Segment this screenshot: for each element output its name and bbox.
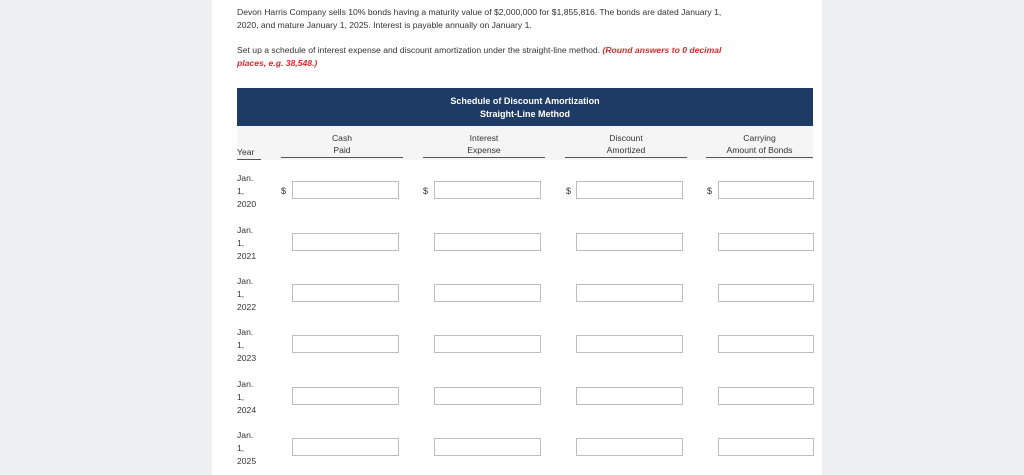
instruction-main: Set up a schedule of interest expense and discount amortization under the straight-line method. [237,45,601,56]
year-label [237,326,267,365]
dollar-sign: $ [566,186,572,196]
carrying-amount-input[interactable] [718,335,814,353]
header-interest-line1: Interest [469,133,499,143]
discount-amortized-input[interactable] [576,233,683,251]
carrying-amount-input[interactable] [718,181,814,199]
dollar-sign: $ [281,186,287,196]
interest-expense-input[interactable] [434,284,541,302]
year-label [237,275,267,314]
interest-expense-input[interactable] [434,387,541,405]
interest-expense-input[interactable] [434,233,541,251]
year-label-part: 1, [237,443,245,453]
year-label [237,224,267,263]
problem-statement [237,6,817,69]
year-label-part: 1, [237,340,245,350]
discount-amortized-input[interactable] [576,284,683,302]
instruction-text-2 [237,57,817,70]
discount-amortized-input[interactable] [576,335,683,353]
rounding-hint-b: places, e.g. 38,548.) [237,57,318,68]
table-row [237,378,817,422]
schedule-subtitle: Straight-Line Method [480,109,570,119]
schedule-title-banner [237,88,813,126]
instruction-text [237,44,817,57]
year-label-part: 2022 [237,302,257,312]
year-label-part: 2023 [237,353,257,363]
cash-paid-input[interactable] [292,335,399,353]
carrying-amount-input[interactable] [718,438,814,456]
year-label-part: 2020 [237,199,257,209]
header-cash-line1: Cash [331,133,353,143]
year-label-part: 2021 [237,251,257,261]
year-label [237,172,267,211]
table-row [237,172,817,216]
header-carrying-line2: Amount of Bonds [726,145,793,155]
year-label [237,378,267,417]
discount-amortized-input[interactable] [576,181,683,199]
header-discount-line2: Amortized [606,145,646,155]
schedule-header-row [237,126,813,160]
year-label-part: 1, [237,238,245,248]
header-discount-amortized [565,132,687,158]
interest-expense-input[interactable] [434,438,541,456]
cash-paid-input[interactable] [292,438,399,456]
interest-expense-input[interactable] [434,335,541,353]
year-label-part: 1, [237,289,245,299]
header-carrying-amount [706,132,813,158]
rounding-hint-a: (Round answers to 0 decimal [602,45,722,56]
dollar-sign: $ [707,186,713,196]
table-row [237,326,817,370]
carrying-amount-input[interactable] [718,233,814,251]
carrying-amount-input[interactable] [718,387,814,405]
interest-expense-input[interactable] [434,181,541,199]
carrying-amount-input[interactable] [718,284,814,302]
header-carrying-line1: Carrying [743,133,776,143]
year-label-part: Jan. [237,173,254,183]
table-row [237,224,817,268]
year-label-part: 2025 [237,456,257,466]
year-label-part: 1, [237,392,245,402]
header-interest-line2: Expense [467,145,501,155]
cash-paid-input[interactable] [292,284,399,302]
year-label-part: Jan. [237,430,254,440]
discount-amortized-input[interactable] [576,387,683,405]
year-label-part: Jan. [237,276,254,286]
header-cash-paid [281,132,403,158]
year-label-part: Jan. [237,379,254,389]
year-label [237,429,267,468]
dollar-sign: $ [423,186,429,196]
table-row [237,275,817,319]
problem-line-1: Devon Harris Company sells 10% bonds having a maturity value of $2,000,000 for $1,855,816. The bonds are dated January 1, [237,7,722,17]
schedule-title: Schedule of Discount Amortization [450,96,600,106]
header-year: Year [237,146,261,160]
year-label-part: Jan. [237,225,254,235]
header-interest-expense [423,132,545,158]
header-cash-line2: Paid [333,145,351,155]
table-row [237,429,817,473]
discount-amortized-input[interactable] [576,438,683,456]
cash-paid-input[interactable] [292,233,399,251]
cash-paid-input[interactable] [292,387,399,405]
year-label-part: 1, [237,186,245,196]
cash-paid-input[interactable] [292,181,399,199]
year-label-part: 2024 [237,405,257,415]
year-label-part: Jan. [237,327,254,337]
problem-line-2: 2020, and mature January 1, 2025. Interest is payable annually on January 1. [237,19,532,30]
header-discount-line1: Discount [609,133,643,143]
